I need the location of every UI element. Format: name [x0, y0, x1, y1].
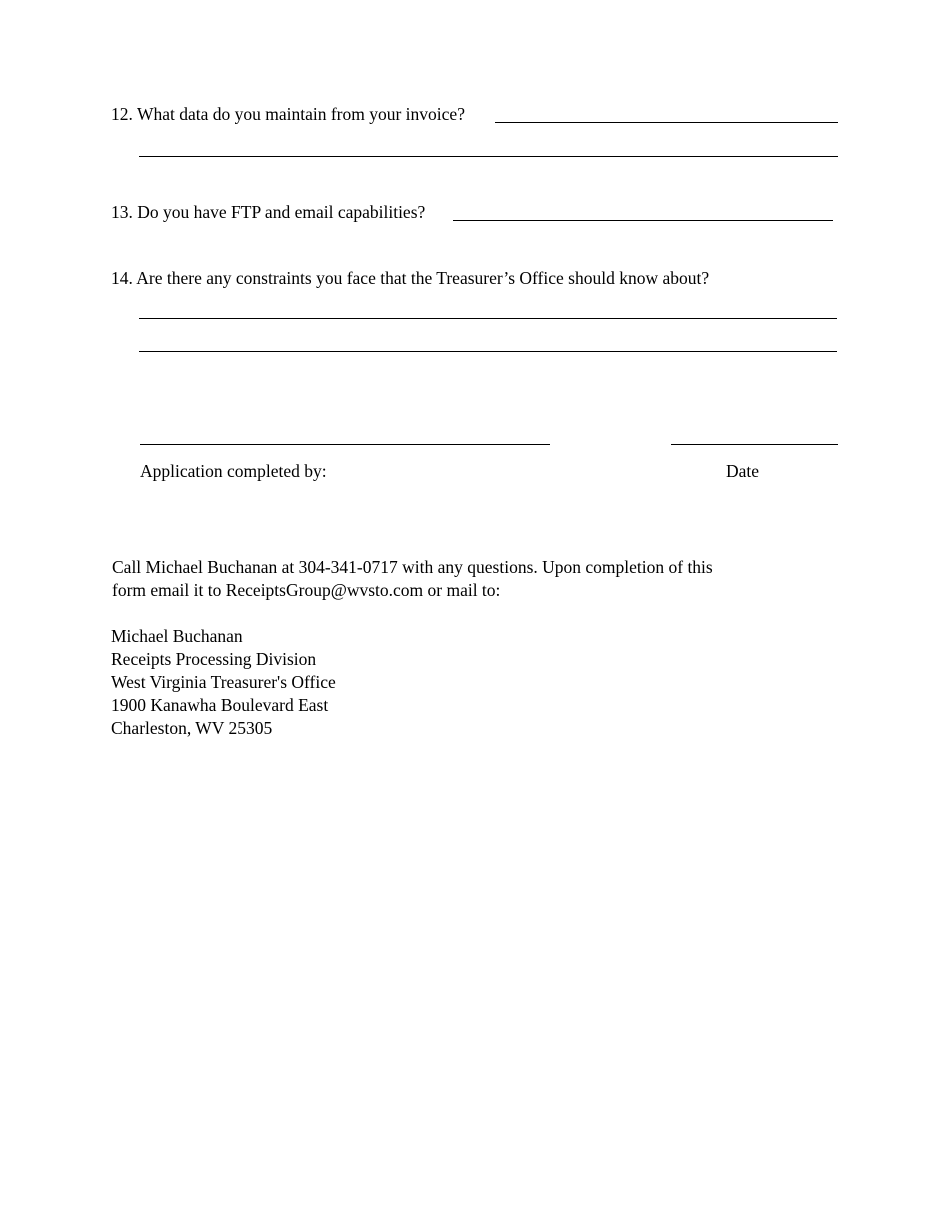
answer-line-14a[interactable]: [139, 318, 837, 319]
address-name: Michael Buchanan: [111, 626, 243, 646]
question-number: 12.: [111, 104, 133, 124]
date-line[interactable]: [671, 444, 838, 445]
contact-line-2: form email it to ReceiptsGroup@wvsto.com or mail to:: [112, 580, 501, 600]
question-13: [111, 201, 425, 224]
question-number: 14.: [111, 268, 133, 288]
answer-line-12b[interactable]: [139, 156, 838, 157]
address-office: West Virginia Treasurer's Office: [111, 672, 336, 692]
answer-line-14b[interactable]: [139, 351, 837, 352]
answer-line-12a[interactable]: [495, 122, 838, 123]
address-street: 1900 Kanawha Boulevard East: [111, 695, 329, 715]
question-text: Do you have FTP and email capabilities?: [137, 202, 426, 222]
date-label: Date: [726, 461, 760, 481]
completed-by-label: Application completed by:: [140, 461, 327, 481]
question-text: Are there any constraints you face that the Treasurer’s Office should know about?: [136, 268, 710, 288]
contact-line-1: Call Michael Buchanan at 304-341-0717 with any questions. Upon completion of this: [112, 557, 713, 577]
question-12: [111, 103, 465, 126]
answer-line-13[interactable]: [453, 220, 833, 221]
address-division: Receipts Processing Division: [111, 649, 317, 669]
question-text: What data do you maintain from your invoice?: [136, 104, 465, 124]
signature-line[interactable]: [140, 444, 550, 445]
question-number: 13.: [111, 202, 133, 222]
question-14: [111, 267, 709, 290]
address-city: Charleston, WV 25305: [111, 718, 273, 738]
